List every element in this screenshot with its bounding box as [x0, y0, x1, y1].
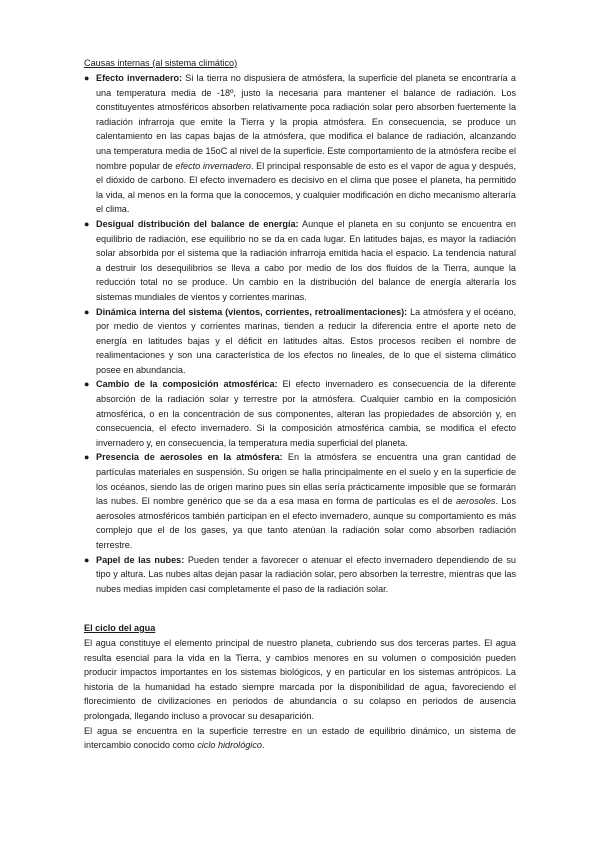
item-emphasis: aerosoles: [456, 496, 496, 507]
paragraph-text: El agua se encuentra en la superficie terrestre en un estado de equilibrio dinámico, un sistema de intercambio conocido como: [84, 725, 516, 751]
causes-list: [84, 71, 516, 596]
item-text: La atmósfera y el océano, por medio de vientos y corrientes marinas, tienden a reducir la diferencia entre el aporte neto de energía en latitudes bajas y el déficit en latitudes altas. Estos procesos reciben el nombre de realimentaciones y son una característica de los efectos no lineales, de lo que el sistema climático posee en abundancia.: [96, 306, 516, 375]
bullet-icon: ●: [84, 218, 90, 229]
item-term: Papel de las nubes:: [96, 554, 185, 565]
item-text: Pueden tender a favorecer o atenuar el efecto invernadero dependiendo de su tipo y altura. Las nubes altas dejan pasar la radiación solar, pero absorben la terrestre, mientras que las nubes medias impiden casi completamente el paso de la radiación solar.: [96, 554, 516, 594]
bullet-icon: ●: [84, 306, 90, 317]
item-text: Aunque el planeta en su conjunto se encuentra en equilibrio de radiación, ese equilibrio no se da en cada lugar. En latitudes bajas, es mayor la radiación solar absorbida por el sistema que la radiación infrarroja emitida hacia el espacio. La tendencia natural a destruir los desequilibrios se lleva a cabo por medio de los dos fluidos de la Tierra, aunque la reducción total no se produce. Un cambio en la distribución del balance de energía alteraría los sistemas mundiales de vientos y corrientes marinas.: [96, 218, 516, 302]
item-text-continued: . Los aerosoles atmosféricos también participan en el efecto invernadero, aunque su comportamiento es más complejo que el de los gases, ya que tanto atenúan la radiación solar como absorben radiación terrestre.: [96, 496, 516, 550]
list-item-aerosoles: [84, 450, 516, 552]
bullet-icon: ●: [84, 554, 90, 565]
item-text: Si la tierra no dispusiera de atmósfera, la superficie del planeta se encontraría a una temperatura media de -18º, justo la necesaria para mantener el balance de radiación. Los constituyentes atmosféricos absorben relativamente poca radiación solar pero absorben fuertemente la radiación infrarroja que emite la Tierra y la propia atmósfera. En consecuencia, se produce un calentamiento en las capas bajas de la atmósfera, que modifica el balance de radiación, alcanzando una temperatura media de 15oC al nivel de la superficie. Este comportamiento de la atmósfera recibe el nombre popular de: [96, 73, 516, 171]
bullet-icon: ●: [84, 379, 90, 390]
item-text-continued: . El principal responsable de esto es el vapor de agua y después, el dióxido de carbono. El efecto invernadero es decisivo en el clima que posee el planeta, ha permitido la vida, al menos en la forma que la conocemos, y cualquier modificación en dicho mecanismo alteraría el clima.: [96, 160, 516, 215]
item-term: Dinámica interna del sistema (vientos, corrientes, retroalimentaciones):: [96, 306, 408, 317]
paragraph: [84, 724, 516, 753]
bullet-icon: ●: [84, 452, 90, 463]
item-term: Desigual distribución del balance de energía:: [96, 218, 299, 229]
bullet-icon: ●: [84, 73, 90, 83]
item-term: Cambio de la composición atmosférica:: [96, 379, 278, 390]
item-term: Presencia de aerosoles en la atmósfera:: [96, 452, 283, 463]
paragraph-emphasis: ciclo hidrológico: [197, 740, 262, 751]
list-item-cambio-composicion: [84, 377, 516, 450]
list-item-desigual-distribucion: [84, 217, 516, 305]
item-emphasis: efecto invernadero: [175, 160, 251, 171]
item-term: Efecto invernadero:: [96, 73, 183, 83]
list-item-papel-nubes: [84, 553, 516, 597]
section-title-causas-internas: Causas internas (al sistema climático): [84, 58, 238, 68]
section-body-ciclo-agua: [84, 636, 516, 753]
paragraph: El agua constituye el elemento principal de nuestro planeta, cubriendo sus dos terceras partes. El agua resulta esencial para la vida en la Tierra, y cambios menores en su volumen o composición pueden producir impactos importantes en los sistemas biológicos, y en particular en los sistemas antrópicos. La historia de la humanidad ha estado siempre marcada por la disponibilidad de agua, favoreciendo el florecimiento de civilizaciones en periodos de abundancia o su colapso en periodos de ausencia prolongada, llegando incluso a provocar su desaparición.: [84, 638, 516, 721]
list-item-dinamica-interna: [84, 305, 516, 378]
section-title-ciclo-agua: El ciclo del agua: [84, 623, 156, 633]
item-text: El efecto invernadero es consecuencia de la diferente absorción de la radiación solar y terrestre por la atmósfera. Cualquier cambio en la composición atmosférica, o en la concentración de sus componentes, alteran las propiedades de absorción y, en consecuencia, el efecto invernadero. Si la composición atmosférica cambia, se modifica el efecto invernadero y, en consecuencia, la temperatura media superficial del planeta.: [96, 379, 516, 448]
item-text: En la atmósfera se encuentra una gran cantidad de partículas materiales en suspensión. Su origen se halla principalmente en el suelo y en la superficie de los océanos, siendo las de origen marino pues sin ellas sería prácticamente imposible que se formarán las nubes. El nombre genérico que se da a esa masa en forma de partículas es el de: [96, 452, 517, 507]
list-item-efecto-invernadero: [84, 71, 516, 217]
paragraph-text-end: .: [261, 740, 265, 751]
